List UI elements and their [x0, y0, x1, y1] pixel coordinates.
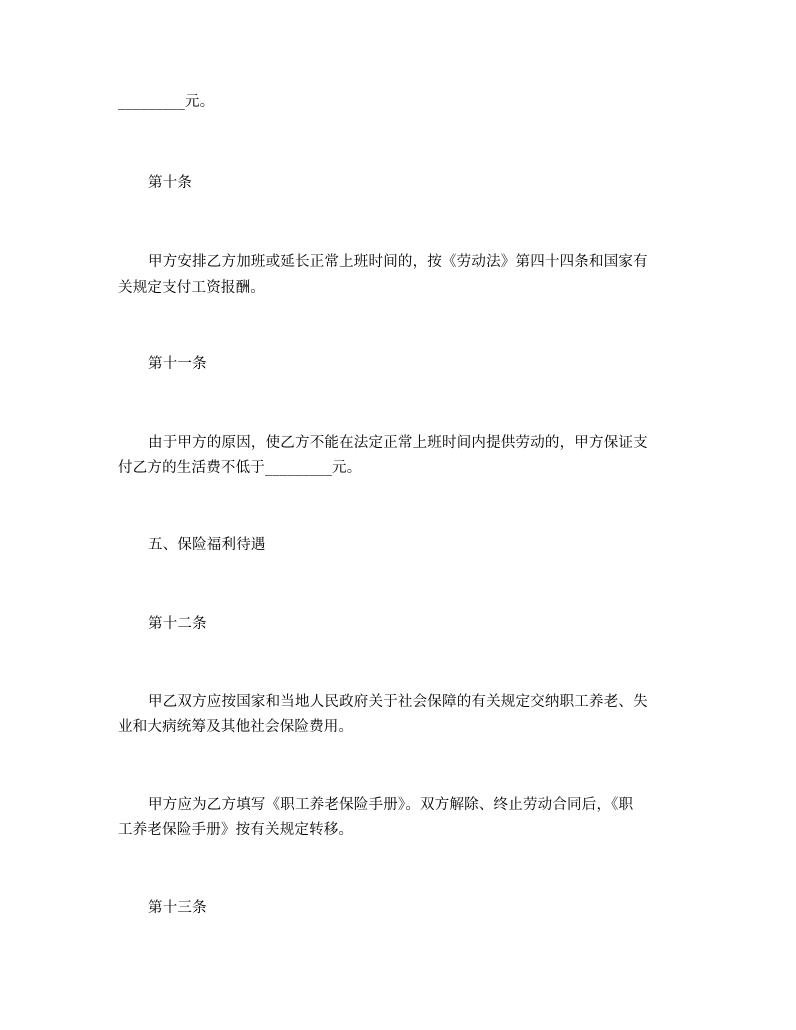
article-11-text-line-1: 由于甲方的原因，使乙方不能在法定正常上班时间内提供劳动的，甲方保证支: [148, 435, 648, 451]
article-12-heading: 第十二条: [148, 616, 207, 632]
amount-line: _________元。: [118, 94, 215, 110]
article-11-heading: 第十一条: [148, 356, 207, 372]
article-10-heading: 第十条: [148, 175, 193, 191]
article-10-text-line-2: 关规定支付工资报酬。: [118, 280, 265, 296]
article-13-heading: 第十三条: [148, 900, 207, 916]
article-11-text-line-2: 付乙方的生活费不低于_________元。: [118, 460, 362, 476]
article-12-text-line-2: 业和大病统筹及其他社会保险费用。: [118, 719, 354, 735]
section-5-heading: 五、保险福利待遇: [148, 537, 266, 553]
article-12-text2-line-2: 工养老保险手册》按有关规定转移。: [118, 822, 354, 838]
article-12-text2-line-1: 甲方应为乙方填写《职工养老保险手册》。双方解除、终止劳动合同后，《职: [148, 797, 634, 813]
article-12-text-line-1: 甲乙双方应按国家和当地人民政府关于社会保障的有关规定交纳职工养老、失: [148, 694, 648, 710]
article-10-text-line-1: 甲方安排乙方加班或延长正常上班时间的，按《劳动法》第四十四条和国家有: [148, 254, 648, 270]
